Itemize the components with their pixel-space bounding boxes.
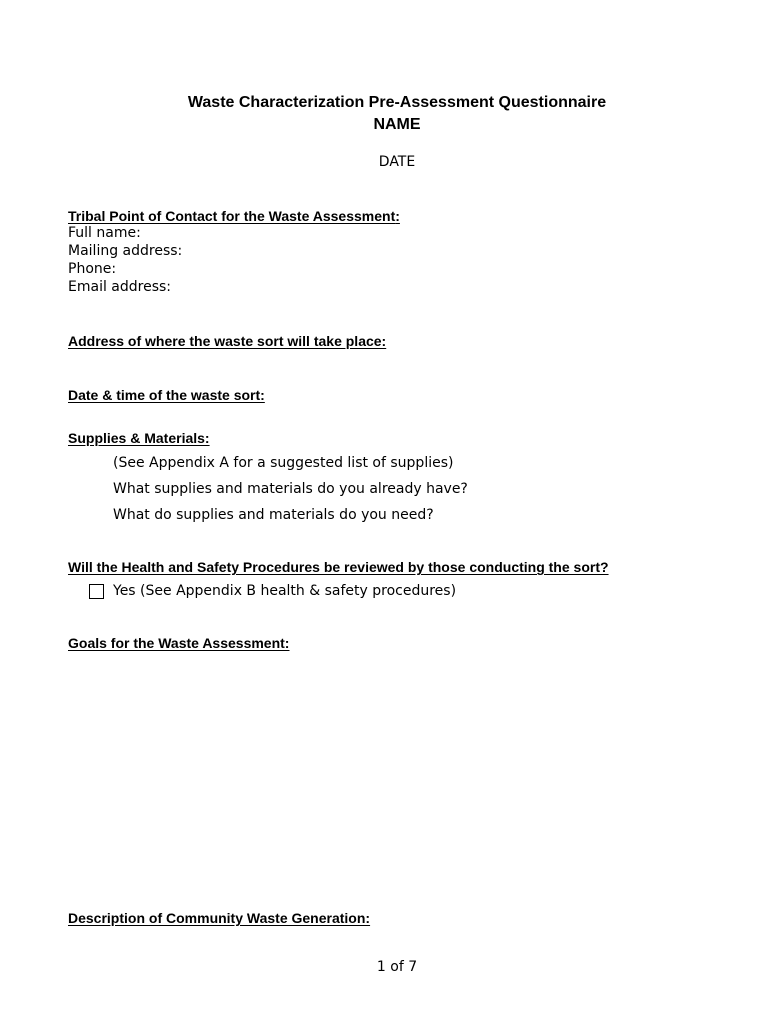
contact-heading [68, 208, 400, 224]
supplies-appendix-note: (See Appendix A for a suggested list of supplies) [113, 455, 454, 471]
page-indicator: 1 of 7 [376, 959, 418, 975]
field-mailing-address: Mailing address: [68, 243, 183, 259]
field-phone: Phone: [68, 261, 117, 277]
contact-heading-colon: : [395, 208, 400, 224]
document-date: DATE [378, 154, 416, 170]
field-email-address: Email address: [68, 279, 172, 295]
address-heading: Address of where the waste sort will take place: [68, 333, 387, 349]
supplies-have-question: What supplies and materials do you already have? [113, 481, 468, 497]
safety-checkbox-label: Yes (See Appendix B health & safety procedures) [113, 583, 457, 599]
supplies-heading: Supplies & Materials: [68, 430, 210, 446]
community-heading: Description of Community Waste Generation: [68, 910, 371, 926]
safety-checkbox[interactable] [89, 584, 104, 599]
datetime-heading: Date & time of the waste sort: [68, 387, 265, 403]
field-full-name: Full name: [68, 225, 141, 241]
document-name: NAME [373, 116, 421, 133]
document-title: Waste Characterization Pre-Assessment Questionnaire [187, 94, 607, 111]
safety-heading: Will the Health and Safety Procedures be reviewed by those conducting the sort? [68, 559, 609, 575]
goals-heading: Goals for the Waste Assessment: [68, 635, 290, 651]
supplies-need-question: What do supplies and materials do you need? [113, 507, 434, 523]
contact-heading-text: Tribal Point of Contact for the Waste Assessment [68, 208, 396, 224]
